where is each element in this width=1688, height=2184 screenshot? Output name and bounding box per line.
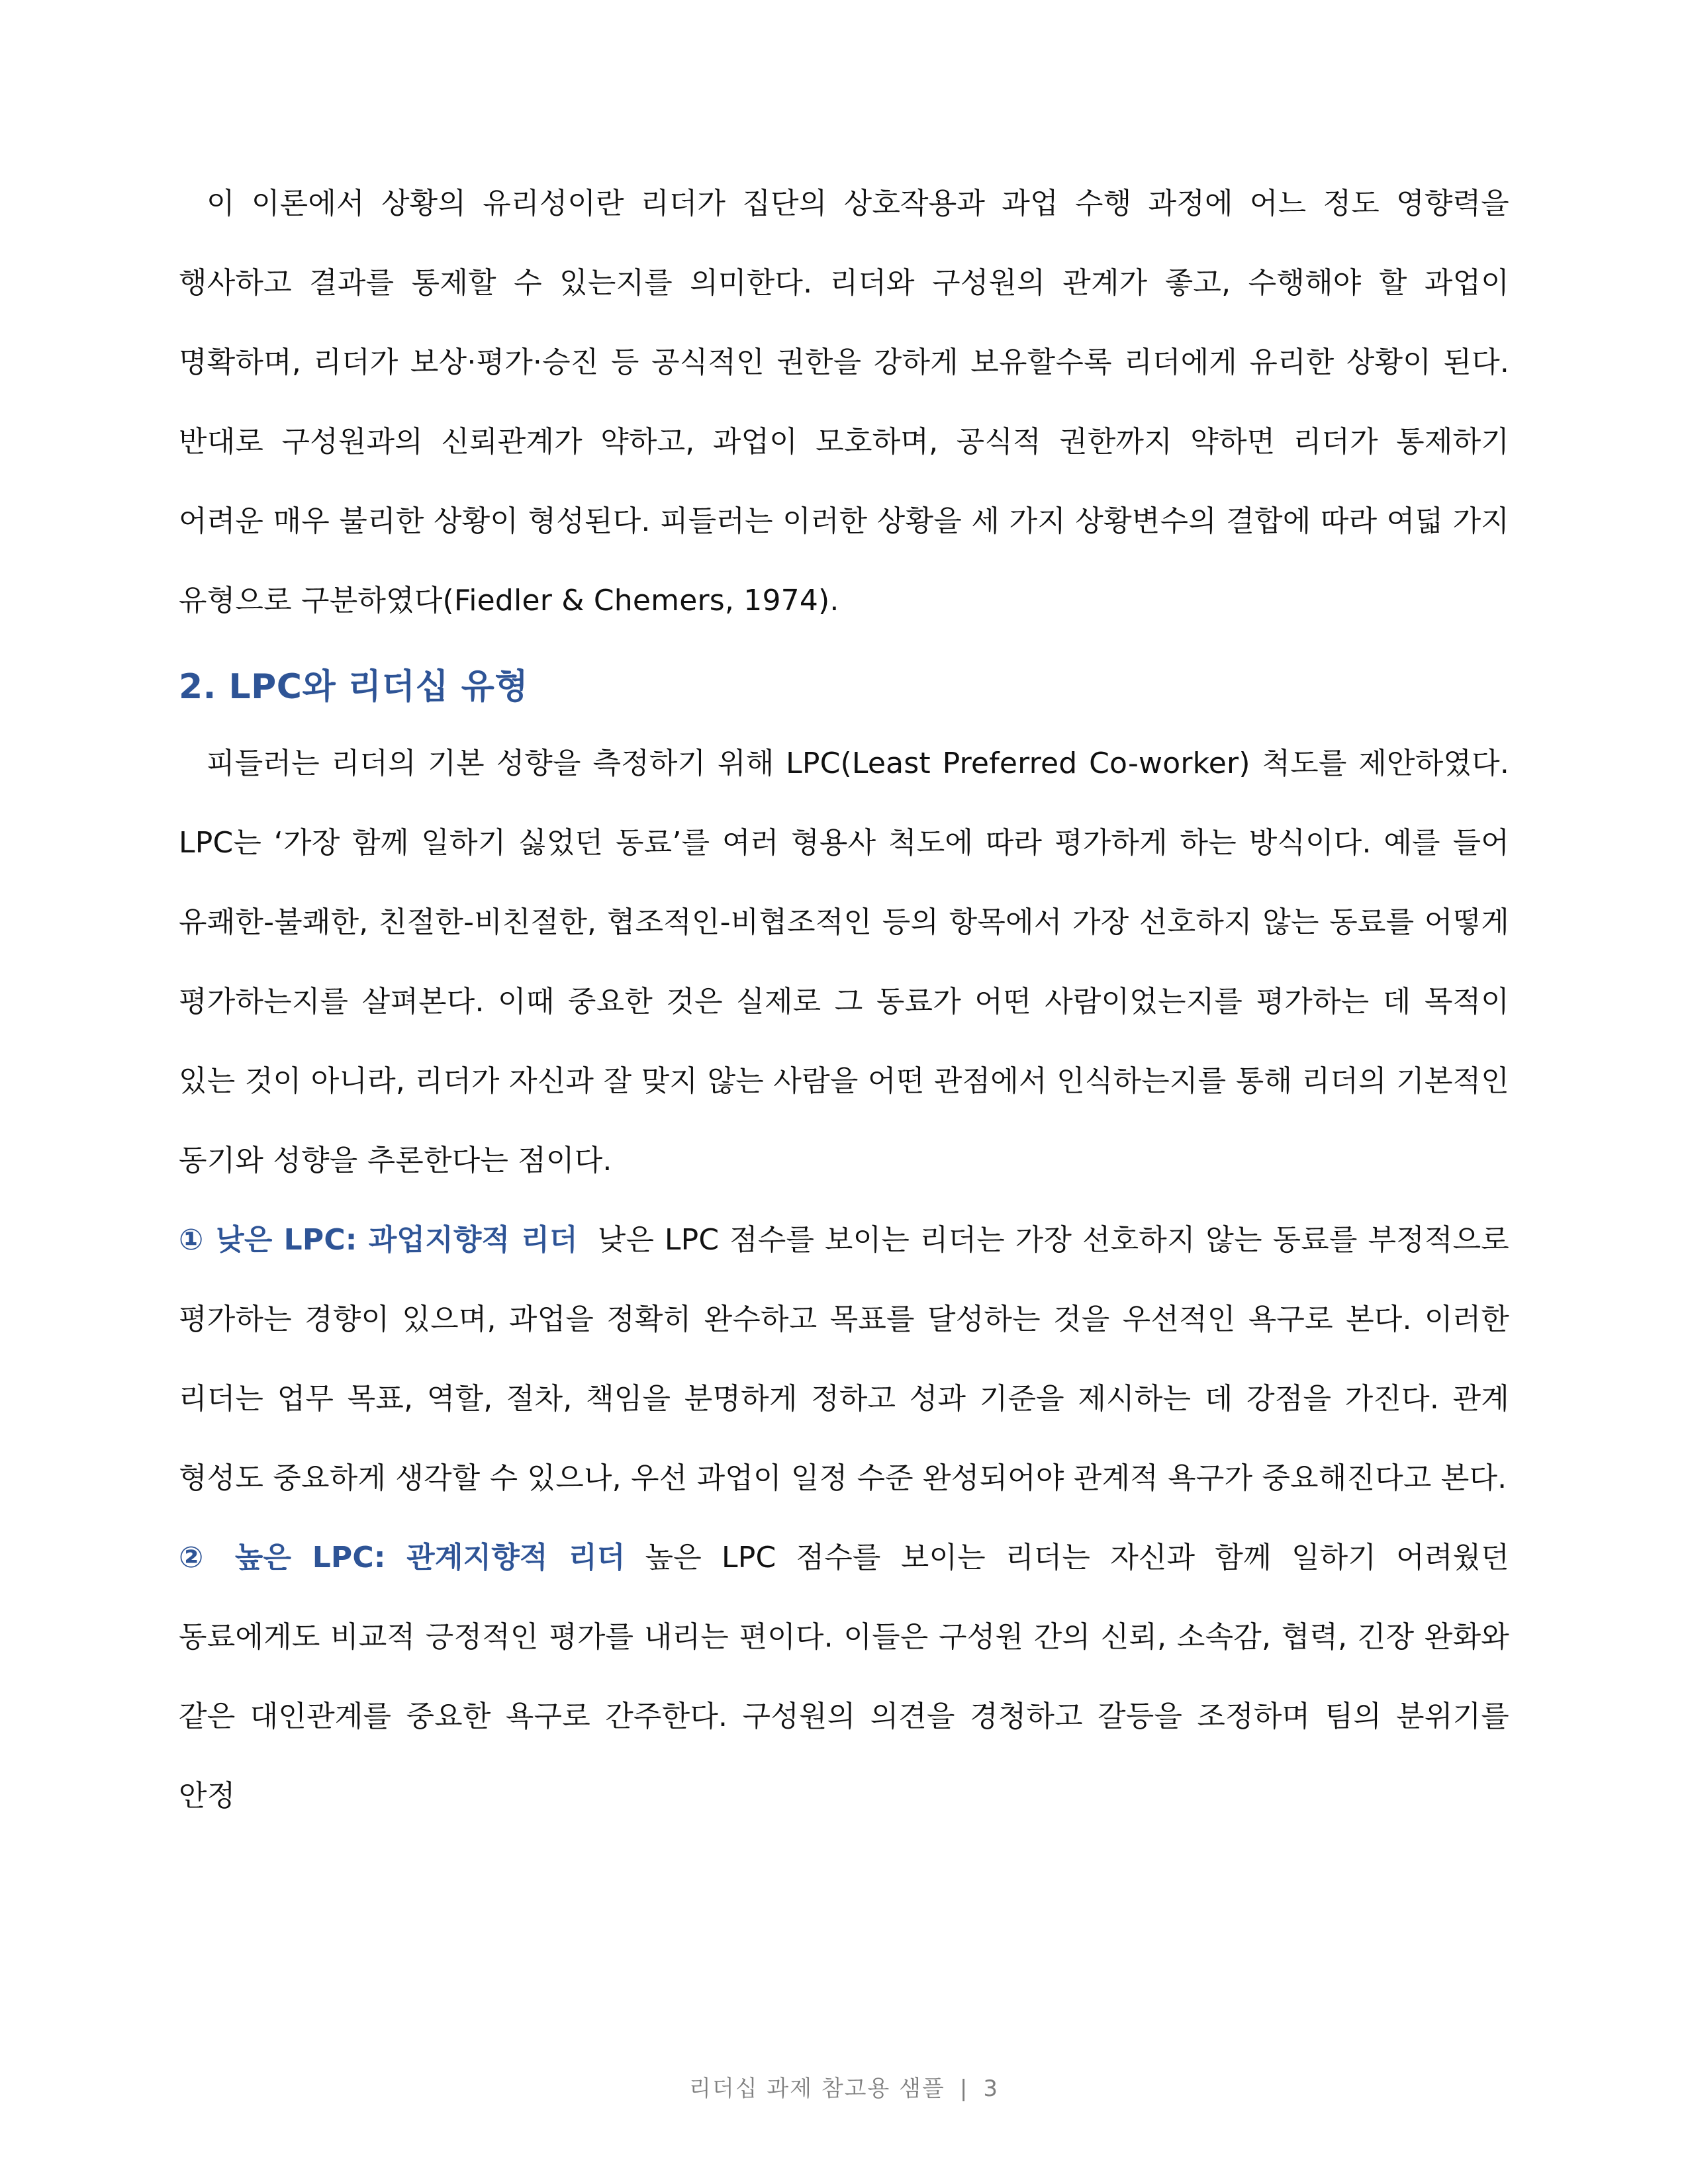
high-lpc-subheading: ② 높은 LPC: 관계지향적 리더 [179, 1541, 626, 1574]
paragraph-lpc-scale: 피들러는 리더의 기본 성향을 측정하기 위해 LPC(Least Preferred Co-worker) 척도를 제안하였다. LPC는 ‘가장 함께 일하기 싫었던 동료’를 여러 형용사 척도에 따라 평가하게 하는 방식이다. 예를 들어 유쾌한-불쾌한, 친절한-비친절한, 협조적인-비협조적인 등의 항목에서 가장 선호하지 않는 동료를 어떻게 평가하는지를 살펴본다. 이때 중요한 것은 실제로 그 동료가 어떤 사람이었는지를 평가하는 데 목적이 있는 것이 아니라, 리더가 자신과 잘 맞지 않는 사람을 어떤 관점에서 인식하는지를 통해 리더의 기본적인 동기와 성향을 추론한다는 점이다. [179, 747, 1509, 1177]
page-number: 3 [983, 2075, 999, 2102]
page-footer [0, 2070, 1688, 2103]
page-content [179, 164, 1509, 1836]
high-lpc-text: 높은 LPC 점수를 보이는 리더는 자신과 함께 일하기 어려웠던 동료에게도 비교적 긍정적인 평가를 내리는 편이다. 이들은 구성원 간의 신뢰, 소속감, 협력, 긴장 완화와 같은 대인관계를 중요한 욕구로 간주한다. 구성원의 의견을 경청하고 갈등을 조정하며 팀의 분위기를 안정 [179, 1541, 1509, 1813]
footer-title: 리더십 과제 참고용 샘플 [689, 2075, 945, 2102]
paragraph-situational-favorability: 이 이론에서 상황의 유리성이란 리더가 집단의 상호작용과 과업 수행 과정에 어느 정도 영향력을 행사하고 결과를 통제할 수 있는지를 의미한다. 리더와 구성원의 관계가 좋고, 수행해야 할 과업이 명확하며, 리더가 보상·평가·승진 등 공식적인 권한을 강하게 보유할수록 리더에게 유리한 상황이 된다. 반대로 구성원과의 신뢰관계가 약하고, 과업이 모호하며, 공식적 권한까지 약하면 리더가 통제하기 어려운 매우 불리한 상황이 형성된다. 피들러는 이러한 상황을 세 가지 상황변수의 결합에 따라 여덟 가지 유형으로 구분하였다(Fiedler & Chemers, 1974). [179, 187, 1509, 617]
paragraph-low-lpc [179, 1201, 1509, 1518]
low-lpc-text: 낮은 LPC 점수를 보이는 리더는 가장 선호하지 않는 동료를 부정적으로 평가하는 경향이 있으며, 과업을 정확히 완수하고 목표를 달성하는 것을 우선적인 욕구로 본다. 이러한 리더는 업무 목표, 역할, 절차, 책임을 분명하게 정하고 성과 기준을 제시하는 데 강점을 가진다. 관계 형성도 중요하게 생각할 수 있으나, 우선 과업이 일정 수준 완성되어야 관계적 욕구가 중요해진다고 본다. [179, 1223, 1509, 1495]
section-heading: 2. LPC와 리더십 유형 [179, 667, 529, 707]
footer-separator: | [959, 2075, 969, 2102]
low-lpc-subheading: ① 낮은 LPC: 과업지향적 리더 [179, 1223, 578, 1257]
paragraph-high-lpc [179, 1518, 1509, 1836]
